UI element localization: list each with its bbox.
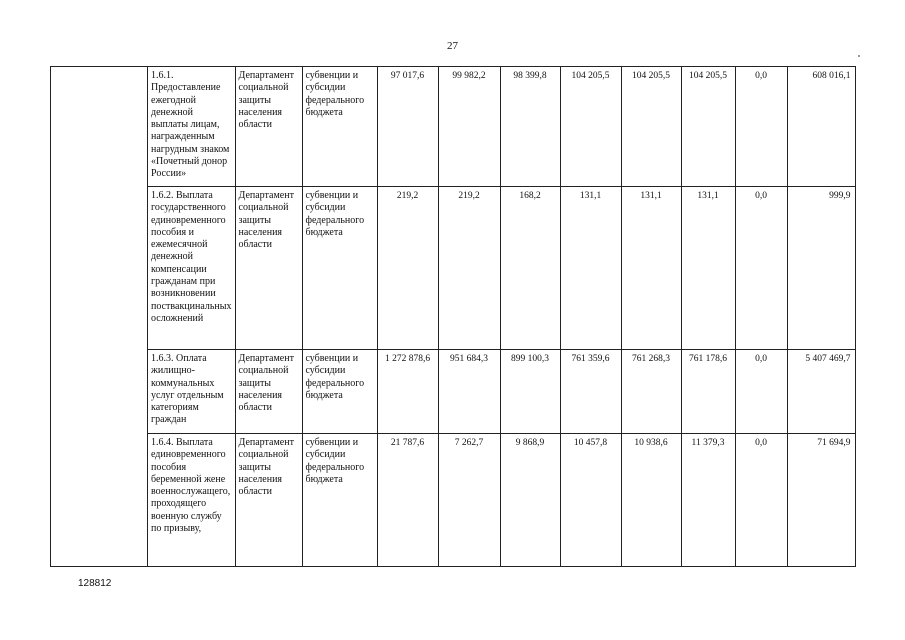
value-cell: 104 205,5 xyxy=(621,67,681,187)
value-cell: 9 868,9 xyxy=(500,434,560,567)
value-cell: 104 205,5 xyxy=(681,67,735,187)
value-cell: 951 684,3 xyxy=(438,350,500,434)
value-cell: 761 359,6 xyxy=(560,350,621,434)
value-cell: 131,1 xyxy=(621,187,681,350)
department-cell: Департамент социальной защиты населения области xyxy=(235,350,302,434)
activity-name: 1.6.4. Выплата единовременного пособия беременной жене военнослужащего, проходящего военную службу по призыву, xyxy=(148,434,236,567)
table-row xyxy=(51,67,856,187)
value-cell: 131,1 xyxy=(681,187,735,350)
document-code: 128812 xyxy=(78,578,112,589)
budget-table xyxy=(50,66,856,567)
table-row xyxy=(51,350,856,434)
value-cell: 1 272 878,6 xyxy=(377,350,438,434)
value-cell: 10 457,8 xyxy=(560,434,621,567)
scan-dot xyxy=(858,55,860,57)
value-cell: 761 268,3 xyxy=(621,350,681,434)
value-cell: 0,0 xyxy=(735,67,787,187)
value-cell: 0,0 xyxy=(735,350,787,434)
total-cell: 5 407 469,7 xyxy=(787,350,855,434)
activity-name: 1.6.3. Оплата жилищно-коммунальных услуг отдельным категориям граждан xyxy=(148,350,236,434)
funding-source-cell: субвенции и субсидии федерального бюджета xyxy=(302,67,377,187)
funding-source-cell: субвенции и субсидии федерального бюджета xyxy=(302,187,377,350)
funding-source-cell: субвенции и субсидии федерального бюджета xyxy=(302,350,377,434)
funding-source-cell: субвенции и субсидии федерального бюджета xyxy=(302,434,377,567)
value-cell: 131,1 xyxy=(560,187,621,350)
value-cell: 7 262,7 xyxy=(438,434,500,567)
value-cell: 168,2 xyxy=(500,187,560,350)
value-cell: 0,0 xyxy=(735,187,787,350)
activity-name: 1.6.1. Предоставление ежегодной денежной выплаты лицам, награжденным нагрудным знаком «Почетный донор России» xyxy=(148,67,236,187)
total-cell: 999,9 xyxy=(787,187,855,350)
department-cell: Департамент социальной защиты населения области xyxy=(235,434,302,567)
total-cell: 608 016,1 xyxy=(787,67,855,187)
table-row xyxy=(51,187,856,350)
blank-column xyxy=(51,67,148,567)
value-cell: 97 017,6 xyxy=(377,67,438,187)
total-cell: 71 694,9 xyxy=(787,434,855,567)
value-cell: 10 938,6 xyxy=(621,434,681,567)
department-cell: Департамент социальной защиты населения области xyxy=(235,187,302,350)
value-cell: 761 178,6 xyxy=(681,350,735,434)
value-cell: 219,2 xyxy=(377,187,438,350)
value-cell: 11 379,3 xyxy=(681,434,735,567)
value-cell: 99 982,2 xyxy=(438,67,500,187)
value-cell: 104 205,5 xyxy=(560,67,621,187)
value-cell: 98 399,8 xyxy=(500,67,560,187)
value-cell: 21 787,6 xyxy=(377,434,438,567)
table-row xyxy=(51,434,856,567)
value-cell: 0,0 xyxy=(735,434,787,567)
activity-name: 1.6.2. Выплата государственного единовременного пособия и ежемесячной денежной компенсации гражданам при возникновении поствакцинальных осложнений xyxy=(148,187,236,350)
value-cell: 219,2 xyxy=(438,187,500,350)
page-number: 27 xyxy=(447,40,458,52)
department-cell: Департамент социальной защиты населения области xyxy=(235,67,302,187)
value-cell: 899 100,3 xyxy=(500,350,560,434)
